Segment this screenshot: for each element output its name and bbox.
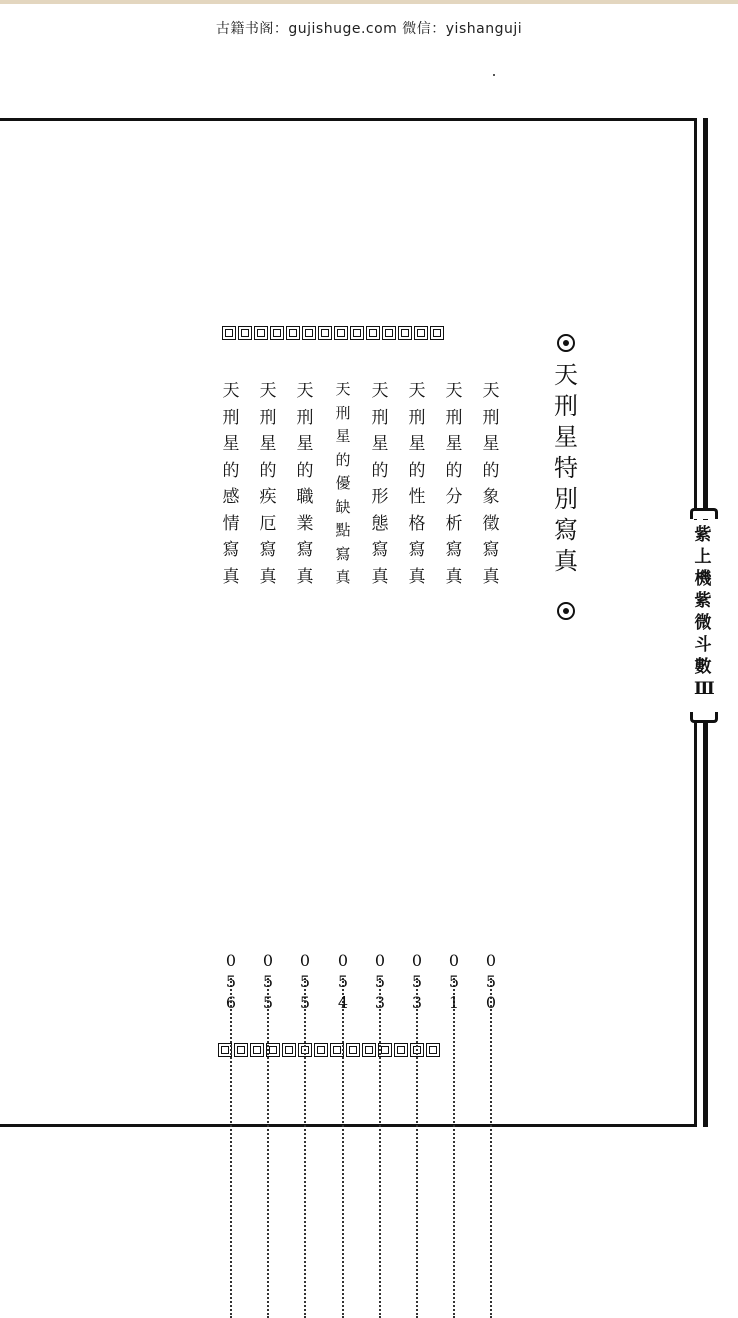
border-square: [334, 326, 348, 340]
toc-leader-dots: [230, 978, 232, 1318]
bottom-decorative-border: [218, 1043, 440, 1057]
circle-dot-icon-bottom: [557, 602, 575, 620]
frame-top-line: [0, 118, 697, 121]
border-square: [250, 1043, 264, 1057]
border-square: [254, 326, 268, 340]
toc-entry-title: 天刑星的優缺點寫真: [335, 380, 351, 586]
toc-leader-dots: [304, 978, 306, 1318]
toc-leader-dots: [342, 978, 344, 1318]
toc-entry[interactable]: [221, 378, 241, 1013]
toc-page-number: 053: [374, 951, 386, 1012]
border-square: [270, 326, 284, 340]
top-decorative-border: [222, 326, 444, 340]
ink-speck: [493, 74, 495, 76]
border-square: [222, 326, 236, 340]
border-square: [234, 1043, 248, 1057]
border-square: [398, 326, 412, 340]
toc-page-number: 050: [485, 951, 497, 1012]
toc-page-number: 051: [448, 951, 460, 1012]
border-square: [382, 326, 396, 340]
toc-entry-title: 天刑星的性格寫真: [408, 381, 426, 587]
border-square: [282, 1043, 296, 1057]
border-square: [366, 326, 380, 340]
toc-leader-dots: [490, 978, 492, 1318]
toc-page-number: 055: [262, 951, 274, 1012]
border-square: [302, 326, 316, 340]
toc-entry[interactable]: [295, 378, 315, 1013]
frame-bottom-line: [0, 1124, 697, 1127]
toc-leader-dots: [453, 978, 455, 1318]
section-title: 天刑星特別寫真: [554, 361, 578, 575]
toc-entry-title: 天刑星的分析寫真: [445, 381, 463, 587]
toc-entry-title: 天刑星的形態寫真: [371, 381, 389, 587]
toc-entry[interactable]: [407, 378, 427, 1013]
border-square: [394, 1043, 408, 1057]
border-square: [414, 326, 428, 340]
border-square: [346, 1043, 360, 1057]
toc-page-number: 055: [299, 951, 311, 1012]
toc-page-number: 053: [411, 951, 423, 1012]
watermark-header: 古籍书阁：gujishuge.com 微信：yishanguji: [215, 21, 523, 37]
toc-leader-dots: [267, 978, 269, 1318]
toc-entry[interactable]: [481, 378, 501, 1013]
toc-entry-title: 天刑星的職業寫真: [296, 381, 314, 587]
border-square: [426, 1043, 440, 1057]
top-strip: [0, 0, 738, 4]
toc-entry-title: 天刑星的感情寫真: [222, 381, 240, 587]
toc-leader-dots: [416, 978, 418, 1318]
toc-entry-title: 天刑星的疾厄寫真: [259, 381, 277, 587]
toc-page-number: 056: [225, 951, 237, 1012]
toc-entry[interactable]: [333, 378, 353, 1013]
toc-entry[interactable]: [444, 378, 464, 1013]
toc-page-number: 054: [337, 951, 349, 1012]
border-square: [286, 326, 300, 340]
side-tab-bottom-bracket: [690, 712, 718, 723]
border-square: [238, 326, 252, 340]
circle-dot-icon-top: [557, 334, 575, 352]
toc-leader-dots: [379, 978, 381, 1318]
border-square: [350, 326, 364, 340]
border-square: [362, 1043, 376, 1057]
border-square: [430, 326, 444, 340]
toc-entry[interactable]: [370, 378, 390, 1013]
book-side-title: 紫上機紫微斗數Ⅲ: [694, 525, 715, 699]
border-square: [318, 326, 332, 340]
toc-entry-title: 天刑星的象徵寫真: [482, 381, 500, 587]
side-tab-top-bracket: [690, 508, 718, 519]
toc-entry[interactable]: [258, 378, 278, 1013]
border-square: [314, 1043, 328, 1057]
